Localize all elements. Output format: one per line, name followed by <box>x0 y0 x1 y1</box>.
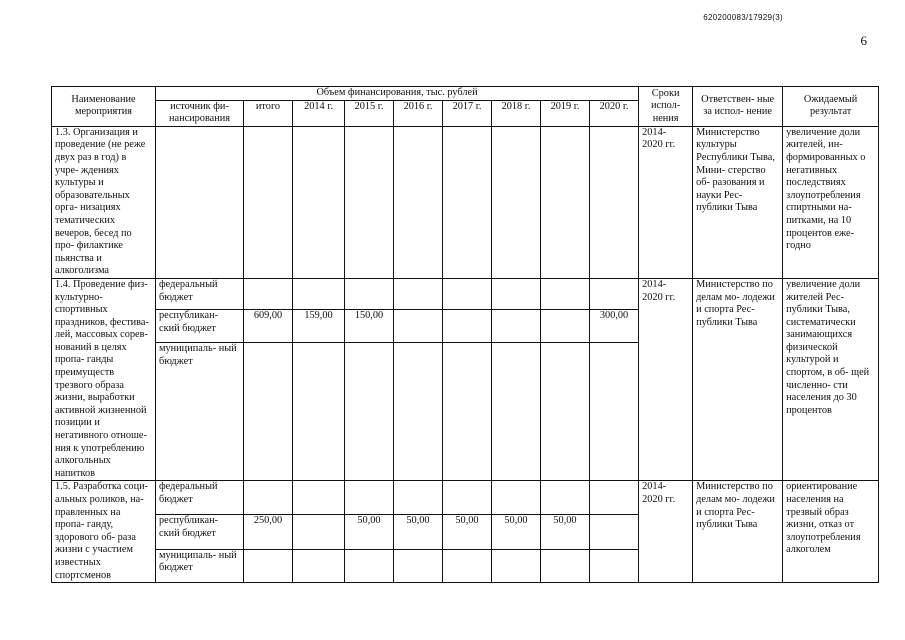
cell-2018 <box>492 278 541 310</box>
row-1-4-source-republic: республикан- ский бюджет <box>156 310 244 343</box>
cell-2019 <box>541 549 590 583</box>
row-1-5-terms: 2014- 2020 гг. <box>639 481 693 583</box>
cell-2017: 50,00 <box>443 514 492 549</box>
cell-2018: 50,00 <box>492 514 541 549</box>
row-1-5-result: ориентирование населения на трезвый образ жизни, отказ от злоупотребления алкоголем <box>783 481 879 583</box>
header-year-2018: 2018 г. <box>492 100 541 126</box>
row-1-4-name: 1.4. Проведение физ- культурно-спортивных праздников, фестива- лей, массовых сорев- нований в целях пропа- ганды преимуществ трезвого образа жизни, выработки активной жизненной позиции и негативного отноше- ния к употреблению алкогольных напитков <box>52 278 156 481</box>
header-volume: Объем финансирования, тыс. рублей <box>156 87 639 101</box>
empty-cell <box>394 126 443 278</box>
row-1-4-source-municipal: муниципаль- ный бюджет <box>156 342 244 480</box>
header-terms: Сроки испол- нения <box>639 87 693 127</box>
empty-cell <box>541 126 590 278</box>
header-responsible: Ответствен- ные за испол- нение <box>693 87 783 127</box>
cell-2017 <box>443 310 492 343</box>
header-total: итого <box>244 100 293 126</box>
cell-total <box>244 549 293 583</box>
financing-table <box>51 86 879 583</box>
cell-total: 250,00 <box>244 514 293 549</box>
row-1-5-source-municipal: муниципаль- ный бюджет <box>156 549 244 583</box>
cell-total <box>244 481 293 515</box>
empty-cell <box>345 126 394 278</box>
empty-cell <box>492 126 541 278</box>
cell-2018 <box>492 310 541 343</box>
cell-total: 609,00 <box>244 310 293 343</box>
cell-2014 <box>293 549 345 583</box>
row-1-4-result: увеличение доли жителей Рес- публики Тыва, систематически занимающихся физической культурой и спортом, в об- щей численно- сти населения до 30 процентов <box>783 278 879 481</box>
row-1-5-responsible: Министерство по делам мо- лодежи и спорта Рес- публики Тыва <box>693 481 783 583</box>
cell-2017 <box>443 278 492 310</box>
cell-2015 <box>345 481 394 515</box>
header-year-2020: 2020 г. <box>590 100 639 126</box>
cell-2017 <box>443 481 492 515</box>
cell-2020 <box>590 342 639 480</box>
cell-2020 <box>590 549 639 583</box>
cell-2014: 159,00 <box>293 310 345 343</box>
table-row <box>52 126 879 278</box>
empty-cell <box>293 126 345 278</box>
cell-2014 <box>293 481 345 515</box>
cell-2017 <box>443 549 492 583</box>
row-1-3-name: 1.3. Организация и проведение (не реже двух раз в год) в учре- ждениях культуры и образовательных орга- низациях тематических вечеров, бесед по про- филактике пьянства и алкоголизма <box>52 126 156 278</box>
cell-2015 <box>345 342 394 480</box>
header-source: источник фи- нансирования <box>156 100 244 126</box>
header-year-2014: 2014 г. <box>293 100 345 126</box>
header-year-2017: 2017 г. <box>443 100 492 126</box>
cell-2016 <box>394 481 443 515</box>
cell-2016 <box>394 342 443 480</box>
empty-cell <box>244 126 293 278</box>
page-number: 6 <box>860 33 867 48</box>
cell-2014 <box>293 514 345 549</box>
table-row <box>52 278 879 310</box>
cell-2016: 50,00 <box>394 514 443 549</box>
cell-2016 <box>394 310 443 343</box>
row-1-3-result: увеличение доли жителей, ин- формированных о негативных последствиях злоупотребления спиртными на- питками, на 10 процентов еже- годно <box>783 126 879 278</box>
header-year-2019: 2019 г. <box>541 100 590 126</box>
cell-2017 <box>443 342 492 480</box>
cell-total <box>244 278 293 310</box>
cell-2014 <box>293 278 345 310</box>
cell-2019 <box>541 278 590 310</box>
cell-2015: 150,00 <box>345 310 394 343</box>
header-year-2015: 2015 г. <box>345 100 394 126</box>
empty-cell <box>590 126 639 278</box>
cell-2019 <box>541 342 590 480</box>
header-row-1 <box>52 87 879 101</box>
cell-2016 <box>394 278 443 310</box>
row-1-5-source-republic: республикан- ский бюджет <box>156 514 244 549</box>
empty-cell <box>156 126 244 278</box>
row-1-5-name: 1.5. Разработка соци- альных роликов, на- правленных на пропа- ганду, здорового об- раза жизни с участием известных спортсменов <box>52 481 156 583</box>
cell-2020 <box>590 278 639 310</box>
cell-total <box>244 342 293 480</box>
empty-cell <box>443 126 492 278</box>
row-1-3-terms: 2014- 2020 гг. <box>639 126 693 278</box>
cell-2018 <box>492 342 541 480</box>
cell-2020 <box>590 514 639 549</box>
cell-2019 <box>541 481 590 515</box>
cell-2019 <box>541 310 590 343</box>
header-year-2016: 2016 г. <box>394 100 443 126</box>
cell-2018 <box>492 549 541 583</box>
row-1-4-terms: 2014- 2020 гг. <box>639 278 693 481</box>
row-1-5-source-federal: федеральный бюджет <box>156 481 244 515</box>
cell-2016 <box>394 549 443 583</box>
cell-2018 <box>492 481 541 515</box>
table-row <box>52 481 879 515</box>
row-1-4-source-federal: федеральный бюджет <box>156 278 244 310</box>
document-id: 620200083/17929(3) <box>703 13 783 22</box>
cell-2020: 300,00 <box>590 310 639 343</box>
cell-2019: 50,00 <box>541 514 590 549</box>
header-name: Наименование мероприятия <box>52 87 156 127</box>
cell-2015 <box>345 278 394 310</box>
cell-2014 <box>293 342 345 480</box>
cell-2015 <box>345 549 394 583</box>
row-1-4-responsible: Министерство по делам мо- лодежи и спорта Рес- публики Тыва <box>693 278 783 481</box>
header-result: Ожидаемый результат <box>783 87 879 127</box>
row-1-3-responsible: Министерство культуры Республики Тыва, Мини- стерство об- разования и науки Рес- публики Тыва <box>693 126 783 278</box>
cell-2015: 50,00 <box>345 514 394 549</box>
cell-2020 <box>590 481 639 515</box>
